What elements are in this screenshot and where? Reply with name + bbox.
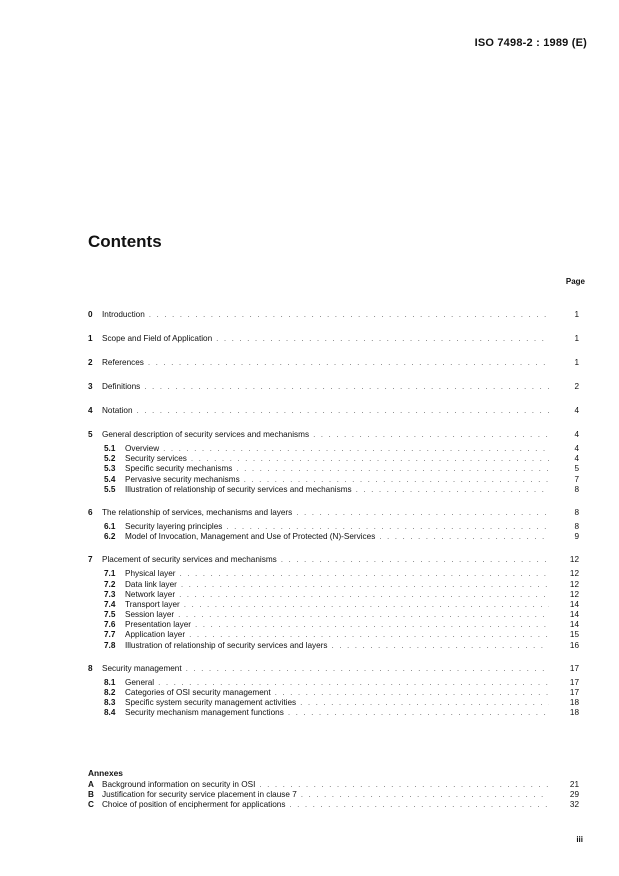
dot-leader <box>356 485 549 495</box>
entry-title: Specific system security management activities <box>125 698 297 708</box>
entry-title: Notation <box>102 406 133 415</box>
entry-title-with-leader <box>125 464 549 474</box>
entry-page-number: 4 <box>574 454 579 464</box>
dot-leader <box>244 475 549 485</box>
entry-page-number: 4 <box>574 430 579 439</box>
entry-page-number: 17 <box>569 688 579 697</box>
dot-leader <box>149 308 549 321</box>
entry-title: Physical layer <box>125 569 176 579</box>
entry-page-number: 5 <box>574 464 579 474</box>
dot-leader <box>332 641 549 651</box>
entry-title-with-leader <box>102 553 549 566</box>
entry-title-with-leader <box>125 590 549 600</box>
toc-subsection-entry[interactable] <box>0 600 619 610</box>
entry-page-number: 12 <box>569 569 579 579</box>
dot-leader <box>179 590 549 600</box>
toc-subsection-group <box>0 678 619 719</box>
toc-section <box>0 553 619 651</box>
dot-leader <box>288 708 549 718</box>
entry-title: Presentation layer <box>125 620 191 630</box>
entry-title-with-leader <box>102 800 549 810</box>
entry-page-number: 18 <box>569 708 579 718</box>
toc-subsection-entry[interactable] <box>0 485 619 495</box>
entry-title: Transport layer <box>125 599 180 609</box>
table-of-contents <box>0 308 619 730</box>
dot-leader <box>195 620 549 630</box>
toc-section-entry[interactable] <box>0 356 619 369</box>
entry-page-number: 8 <box>574 521 579 531</box>
entry-title: Justification for security service placement in clause 7 <box>102 789 297 799</box>
page-title: Contents <box>88 232 162 251</box>
entry-number: 8.3 <box>104 698 116 708</box>
entry-number: 7.5 <box>104 610 116 620</box>
entry-title: References <box>102 358 144 367</box>
entry-title-with-leader <box>102 404 549 417</box>
entry-title-with-leader <box>125 641 549 651</box>
entry-title-with-leader <box>125 444 549 454</box>
entry-page-number: 14 <box>569 610 579 620</box>
entry-title-with-leader <box>125 600 549 610</box>
entry-number: 7.4 <box>104 599 116 609</box>
toc-section-entry[interactable] <box>0 553 619 566</box>
toc-section <box>0 332 619 345</box>
entry-page-number: 9 <box>574 532 579 542</box>
toc-section-entry[interactable] <box>0 308 619 321</box>
entry-title-with-leader <box>125 698 549 708</box>
entry-title: Scope and Field of Application <box>102 334 213 343</box>
entry-title-with-leader <box>102 380 549 393</box>
entry-number: 8.1 <box>104 677 116 687</box>
dot-leader <box>163 444 549 454</box>
toc-section <box>0 506 619 542</box>
entry-number: 7.6 <box>104 620 116 630</box>
entry-title: Illustration of relationship of security services and mechanisms <box>125 484 352 494</box>
dot-leader <box>313 428 549 441</box>
toc-section-entry[interactable] <box>0 404 619 417</box>
entry-title-with-leader <box>125 569 549 579</box>
entry-page-number: 17 <box>569 663 579 673</box>
entry-title-with-leader <box>125 522 549 532</box>
entry-title: Specific security mechanisms <box>125 464 233 474</box>
dot-leader <box>191 454 549 464</box>
entry-page-number: 17 <box>569 677 579 687</box>
dot-leader <box>301 790 549 800</box>
toc-subsection-entry[interactable] <box>0 641 619 651</box>
toc-subsection-entry[interactable] <box>0 620 619 630</box>
toc-subsection-entry[interactable] <box>0 688 619 698</box>
toc-section <box>0 428 619 495</box>
entry-title: Data link layer <box>125 579 177 589</box>
dot-leader <box>148 356 549 369</box>
entry-page-number: 4 <box>574 406 579 415</box>
entry-title: General <box>125 677 155 687</box>
entry-page-number: 15 <box>569 630 579 640</box>
entry-page-number: 8 <box>574 507 579 517</box>
entry-page-number: 32 <box>569 799 579 809</box>
toc-subsection-entry[interactable] <box>0 708 619 718</box>
entry-number: 7.3 <box>104 589 116 599</box>
entry-number: 8.2 <box>104 688 116 697</box>
entry-number: 5.4 <box>104 474 116 484</box>
entry-title: Security management <box>102 663 182 673</box>
entry-title: General description of security services and mechanisms <box>102 430 310 439</box>
entry-page-number: 1 <box>574 334 579 343</box>
entry-page-number: 21 <box>569 780 579 789</box>
annexes-title: Annexes <box>88 768 123 778</box>
entry-title-with-leader <box>125 678 549 688</box>
entry-number: 6.1 <box>104 521 116 531</box>
toc-subsection-entry[interactable] <box>0 580 619 590</box>
entry-number: B <box>88 789 94 799</box>
toc-section <box>0 308 619 321</box>
entry-title-with-leader <box>125 454 549 464</box>
dot-leader <box>181 580 549 590</box>
entry-number: 5.3 <box>104 464 116 474</box>
dot-leader <box>259 780 549 790</box>
entry-title-with-leader <box>125 630 549 640</box>
toc-subsection-entry[interactable] <box>0 569 619 579</box>
entry-title-with-leader <box>125 485 549 495</box>
entry-title-with-leader <box>102 308 549 321</box>
entry-page-number: 7 <box>574 474 579 484</box>
entry-number: 5.5 <box>104 484 116 494</box>
entry-number: 3 <box>88 382 93 391</box>
entry-title: Session layer <box>125 610 175 620</box>
entry-title-with-leader <box>102 356 549 369</box>
dot-leader <box>158 678 549 688</box>
entry-number: C <box>88 799 94 809</box>
annex-entry[interactable] <box>0 790 619 800</box>
entry-title: Application layer <box>125 630 186 640</box>
entry-title: Placement of security services and mechanisms <box>102 555 277 565</box>
annex-entry[interactable] <box>0 780 619 790</box>
toc-subsection-entry[interactable] <box>0 610 619 620</box>
dot-leader <box>379 532 549 542</box>
entry-title-with-leader <box>125 708 549 718</box>
page-column-label: Page <box>565 277 585 286</box>
entry-title-with-leader <box>125 580 549 590</box>
toc-section <box>0 662 619 719</box>
entry-title: Illustration of relationship of security services and layers <box>125 640 328 650</box>
dot-leader <box>226 522 549 532</box>
dot-leader <box>189 630 549 640</box>
entry-title-with-leader <box>125 620 549 630</box>
entry-number: 5.1 <box>104 444 116 453</box>
toc-section <box>0 356 619 369</box>
dot-leader <box>275 688 549 698</box>
toc-subsection-entry[interactable] <box>0 678 619 688</box>
toc-subsection-entry[interactable] <box>0 475 619 485</box>
dot-leader <box>289 800 549 810</box>
toc-subsection-entry[interactable] <box>0 532 619 542</box>
entry-title-with-leader <box>102 428 549 441</box>
toc-subsection-entry[interactable] <box>0 444 619 454</box>
toc-section-entry[interactable] <box>0 380 619 393</box>
entry-number: 6 <box>88 507 93 517</box>
annex-entry[interactable] <box>0 800 619 810</box>
toc-subsection-entry[interactable] <box>0 698 619 708</box>
entry-number: A <box>88 780 94 789</box>
entry-title: Definitions <box>102 382 141 391</box>
entry-number: 2 <box>88 358 93 367</box>
dot-leader <box>184 600 549 610</box>
entry-title-with-leader <box>102 662 549 675</box>
toc-section <box>0 380 619 393</box>
entry-page-number: 8 <box>574 484 579 494</box>
toc-subsection-entry[interactable] <box>0 464 619 474</box>
toc-subsection-group <box>0 444 619 495</box>
entry-title: Introduction <box>102 310 145 319</box>
entry-page-number: 2 <box>574 382 579 391</box>
entry-title-with-leader <box>102 332 549 345</box>
entry-number: 0 <box>88 310 93 319</box>
toc-subsection-entry[interactable] <box>0 454 619 464</box>
entry-title-with-leader <box>125 688 549 698</box>
dot-leader <box>180 569 549 579</box>
entry-page-number: 14 <box>569 620 579 630</box>
dot-leader <box>281 553 549 566</box>
entry-number: 7.7 <box>104 630 116 640</box>
entry-number: 7.8 <box>104 640 116 650</box>
entry-title-with-leader <box>125 475 549 485</box>
toc-subsection-group <box>0 522 619 542</box>
entry-page-number: 12 <box>569 589 579 599</box>
dot-leader <box>137 404 550 417</box>
entry-page-number: 18 <box>569 698 579 708</box>
entry-number: 8.4 <box>104 708 116 718</box>
document-header: ISO 7498-2 : 1989 (E) <box>474 37 587 49</box>
entry-number: 8 <box>88 663 93 673</box>
entry-number: 4 <box>88 406 93 415</box>
entry-title-with-leader <box>102 506 549 519</box>
toc-subsection-entry[interactable] <box>0 630 619 640</box>
toc-section-entry[interactable] <box>0 662 619 675</box>
entry-title: The relationship of services, mechanisms and layers <box>102 507 293 517</box>
dot-leader <box>236 464 549 474</box>
toc-section-entry[interactable] <box>0 332 619 345</box>
entry-title: Security mechanism management functions <box>125 708 284 718</box>
entry-page-number: 12 <box>569 555 579 565</box>
dot-leader <box>216 332 549 345</box>
entry-title: Security layering principles <box>125 521 223 531</box>
toc-subsection-group <box>0 569 619 651</box>
entry-page-number: 1 <box>574 310 579 319</box>
entry-title-with-leader <box>102 780 549 790</box>
entry-number: 5 <box>88 430 93 439</box>
entry-title-with-leader <box>102 790 549 800</box>
entry-number: 1 <box>88 334 93 343</box>
dot-leader <box>186 662 549 675</box>
toc-section-entry[interactable] <box>0 428 619 441</box>
entry-number: 7 <box>88 555 93 565</box>
entry-title: Pervasive security mechanisms <box>125 474 240 484</box>
entry-title-with-leader <box>125 532 549 542</box>
entry-page-number: 16 <box>569 640 579 650</box>
dot-leader <box>296 506 549 519</box>
dot-leader <box>144 380 549 393</box>
entry-number: 6.2 <box>104 532 116 542</box>
entry-number: 5.2 <box>104 454 116 464</box>
annexes-list <box>0 780 619 809</box>
entry-title: Network layer <box>125 589 176 599</box>
entry-number: 7.1 <box>104 569 116 579</box>
entry-page-number: 4 <box>574 444 579 453</box>
entry-number: 7.2 <box>104 579 116 589</box>
entry-page-number: 29 <box>569 789 579 799</box>
entry-title: Overview <box>125 444 160 453</box>
entry-title: Categories of OSI security management <box>125 688 271 697</box>
entry-title: Security services <box>125 454 187 464</box>
page-number: iii <box>576 835 583 844</box>
entry-page-number: 12 <box>569 579 579 589</box>
entry-title: Background information on security in OSI <box>102 780 256 789</box>
entry-title-with-leader <box>125 610 549 620</box>
dot-leader <box>300 698 549 708</box>
toc-section <box>0 404 619 417</box>
entry-page-number: 1 <box>574 358 579 367</box>
toc-subsection-entry[interactable] <box>0 590 619 600</box>
toc-section-entry[interactable] <box>0 506 619 519</box>
dot-leader <box>178 610 549 620</box>
entry-page-number: 14 <box>569 599 579 609</box>
entry-title: Choice of position of encipherment for applications <box>102 799 286 809</box>
toc-subsection-entry[interactable] <box>0 522 619 532</box>
entry-title: Model of Invocation, Management and Use of Protected (N)-Services <box>125 532 376 542</box>
